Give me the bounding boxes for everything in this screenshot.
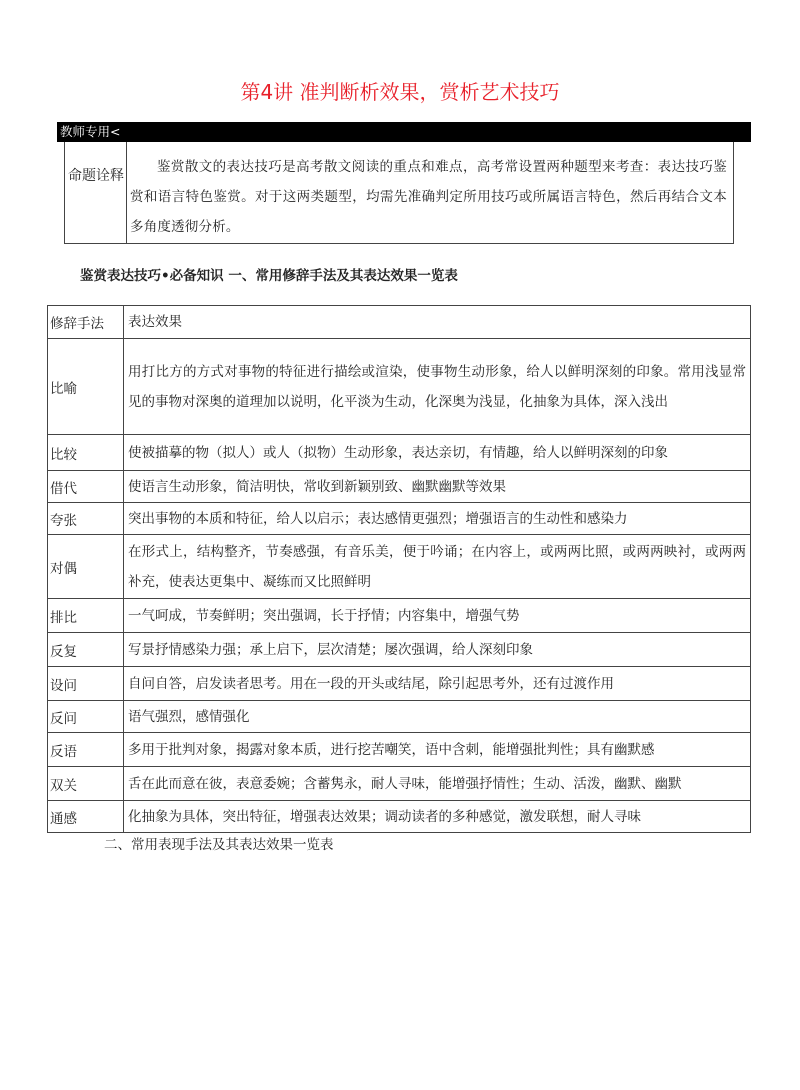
- effect-cell: 一气呵成，节奏鲜明；突出强调，长于抒情；内容集中，增强气势: [124, 599, 751, 633]
- section1-heading: 鉴赏表达技巧•必备知识 一、常用修辞手法及其表达效果一览表: [80, 268, 458, 284]
- technique-cell: 反复: [48, 633, 124, 667]
- topic-body: 鉴赏散文的表达技巧是高考散文阅读的重点和难点，高考常设置两种题型来考查：表达技巧鉴赏和语言特色鉴赏。对于这两类题型，均需先准确判定所用技巧或所属语言特色，然后再结合文本多角度透彻分析。: [130, 159, 727, 235]
- section2-heading: 二、常用表现手法及其表达效果一览表: [104, 837, 334, 853]
- topic-label: 命题诠释: [65, 142, 127, 243]
- effect-cell: 在形式上，结构整齐，节奏感强，有音乐美，便于吟诵；在内容上，或两两比照，或两两映衬，或两两补充，使表达更集中、凝练而又比照鲜明: [124, 535, 751, 599]
- technique-cell: 对偶: [48, 535, 124, 599]
- table-row: [48, 435, 751, 471]
- technique-cell: 通感: [48, 801, 124, 833]
- effect-cell: 多用于批判对象，揭露对象本质，进行挖苦嘲笑，语中含刺，能增强批判性；具有幽默感: [124, 733, 751, 767]
- effect-cell: 使被描摹的物（拟人）或人（拟物）生动形象，表达亲切，有情趣，给人以鲜明深刻的印象: [124, 435, 751, 471]
- effect-cell: 舌在此而意在彼，表意委婉；含蓄隽永，耐人寻味，能增强抒情性；生动、活泼，幽默、幽默: [124, 767, 751, 801]
- table-row: [48, 471, 751, 503]
- effect-cell: 语气强烈，感情强化: [124, 701, 751, 733]
- effect-cell: 使语言生动形象，简洁明快，常收到新颖别致、幽默幽默等效果: [124, 471, 751, 503]
- technique-cell: 反语: [48, 733, 124, 767]
- teacher-only-bar: 教师专用<: [57, 122, 751, 142]
- header-effect: 表达效果: [124, 306, 751, 339]
- effect-cell: 用打比方的方式对事物的特征进行描绘或渲染，使事物生动形象，给人以鲜明深刻的印象。常用浅显常见的事物对深奥的道理加以说明，化平淡为生动，化深奥为浅显，化抽象为具体，深入浅出: [124, 339, 751, 435]
- technique-cell: 设问: [48, 667, 124, 701]
- table-row: [48, 339, 751, 435]
- effect-cell: 自问自答，启发读者思考。用在一段的开头或结尾，除引起思考外，还有过渡作用: [124, 667, 751, 701]
- technique-cell: 比较: [48, 435, 124, 471]
- effect-cell: 突出事物的本质和特征，给人以启示；表达感情更强烈；增强语言的生动性和感染力: [124, 503, 751, 535]
- table-row: [48, 667, 751, 701]
- table-row: [48, 503, 751, 535]
- header-technique: 修辞手法: [48, 306, 124, 339]
- effect-cell: 写景抒情感染力强；承上启下，层次清楚；屡次强调，给人深刻印象: [124, 633, 751, 667]
- rhetoric-table: [47, 305, 751, 833]
- technique-cell: 反问: [48, 701, 124, 733]
- effect-cell: 化抽象为具体，突出特征，增强表达效果；调动读者的多种感觉，激发联想，耐人寻味: [124, 801, 751, 833]
- technique-cell: 借代: [48, 471, 124, 503]
- technique-cell: 比喻: [48, 339, 124, 435]
- technique-cell: 夸张: [48, 503, 124, 535]
- table-row: [48, 767, 751, 801]
- table-row: [48, 801, 751, 833]
- technique-cell: 排比: [48, 599, 124, 633]
- table-row: [48, 599, 751, 633]
- topic-explanation-box: [64, 142, 734, 244]
- technique-cell: 双关: [48, 767, 124, 801]
- table-row: [48, 633, 751, 667]
- table-header-row: [48, 306, 751, 339]
- table-row: [48, 733, 751, 767]
- table-row: [48, 535, 751, 599]
- page-title: 第4讲 准判断析效果，赏析艺术技巧: [240, 80, 560, 104]
- table-row: [48, 701, 751, 733]
